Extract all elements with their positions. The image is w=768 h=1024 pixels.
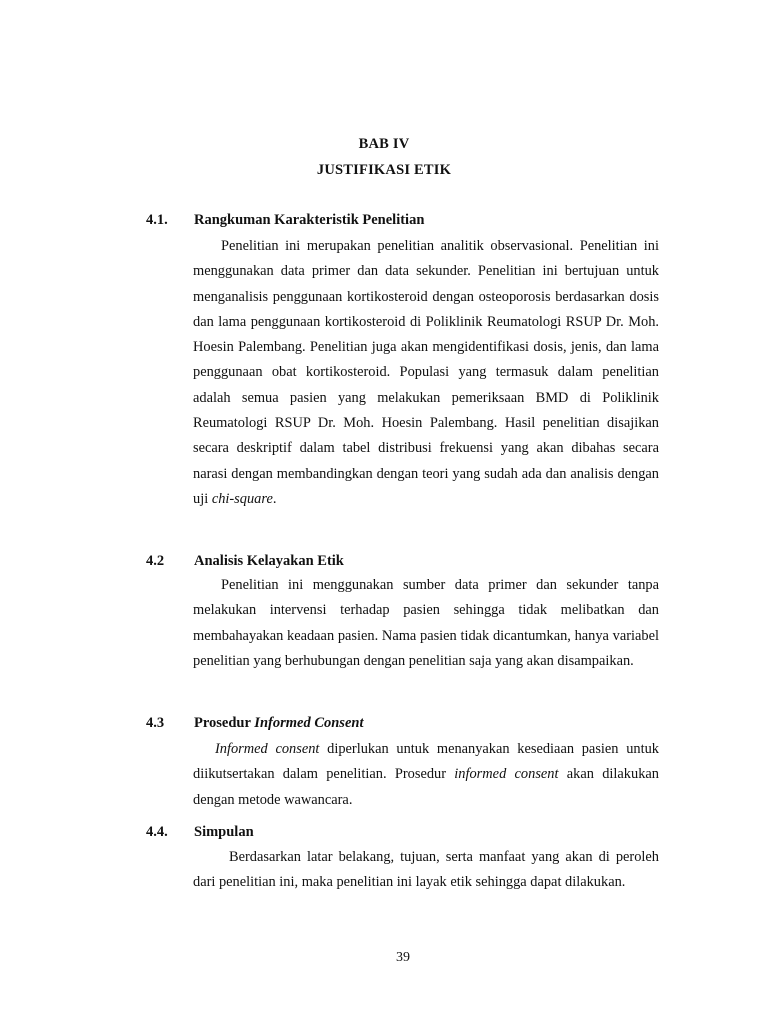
paragraph-text-end: . — [272, 490, 277, 507]
chapter-title: JUSTIFIKASI ETIK — [316, 162, 452, 178]
paragraph-text: Penelitian ini merupakan penelitian analitik observasional. Penelitian ini menggunakan data primer dan data sekunder. Penelitian ini bertujuan untuk menganalisis penggunaan kortikosteroid dengan osteoporosis berdasarkan dosis dan lama penggunaan kortikosteroid di Poliklinik Reumatologi RSUP Dr. Moh. Hoesin Palembang. Penelitian juga akan mengidentifikasi dosis, jenis, dan lama penggunaan obat kortikosteroid. Populasi yang termasuk dalam penelitian adalah semua pasien yang melakukan pemeriksaan BMD di Poliklinik Reumatologi RSUP Dr. Moh. Hoesin Palembang. Hasil penelitian disajikan secara deskriptif dalam tabel distribusi frekuensi yang akan dibahas secara narasi dengan membandingkan dengan teori yang sudah ada dan analisis dengan uji — [193, 238, 659, 507]
paragraph-italic-term: chi-square — [211, 490, 273, 507]
section-paragraph — [193, 234, 659, 512]
section-heading: Rangkuman Karakteristik Penelitian — [194, 212, 425, 228]
section-paragraph — [193, 737, 659, 813]
section-number: 4.3 — [146, 715, 165, 731]
chapter-label: BAB IV — [358, 136, 410, 152]
paragraph-text-end: akan dilakukan dengan metode wawancara. — [193, 766, 659, 808]
paragraph-text: Berdasarkan latar belakang, tujuan, serta manfaat yang akan di peroleh dari penelitian ini, maka penelitian ini layak etik sehingga dapat dilakukan. — [193, 849, 659, 891]
section-number: 4.2 — [146, 553, 165, 569]
page-number: 39 — [396, 950, 410, 965]
section-number: 4.4. — [146, 824, 168, 840]
section-heading — [194, 715, 363, 732]
paragraph-italic-term: Informed consent — [215, 741, 320, 757]
paragraph-text: Penelitian ini menggunakan sumber data primer dan sekunder tanpa melakukan intervensi terhadap pasien sehingga tidak melibatkan dan membahayakan keadaan pasien. Nama pasien tidak dicantumkan, hanya variabel penelitian yang berhubungan dengan penelitian saja yang akan disampaikan. — [193, 577, 659, 669]
section-heading: Simpulan — [194, 824, 254, 840]
section-heading-prefix: Prosedur — [194, 715, 251, 731]
section-heading: Analisis Kelayakan Etik — [194, 553, 344, 569]
paragraph-italic-term: informed consent — [454, 766, 559, 783]
section-heading-italic: Informed Consent — [254, 715, 364, 731]
section-paragraph — [193, 845, 659, 896]
section-number: 4.1. — [146, 212, 168, 228]
section-paragraph — [193, 573, 659, 674]
paragraph-text: diperlukan untuk menanyakan kesediaan pasien untuk diikutsertakan dalam penelitian. Prosedur — [193, 741, 659, 783]
